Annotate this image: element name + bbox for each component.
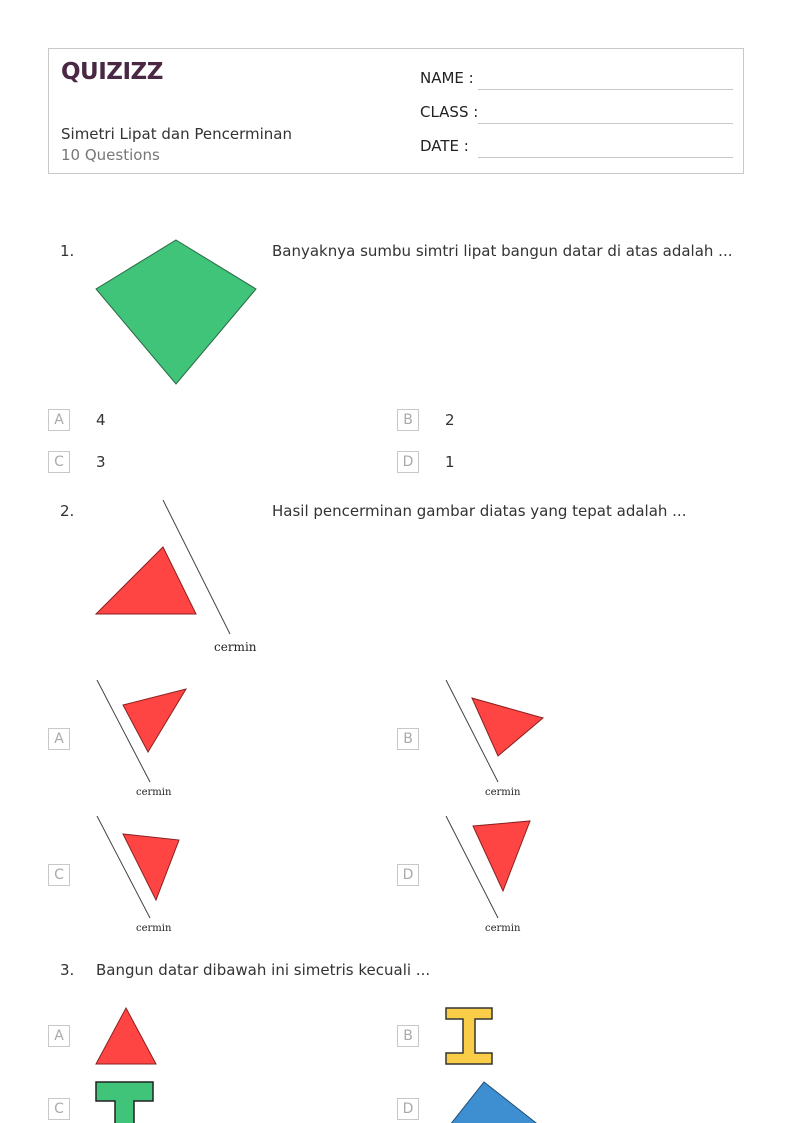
q3-option-d-box[interactable]: D [397, 1098, 419, 1120]
mirror-label: cermin [136, 923, 172, 934]
question-2-text: Hasil pencerminan gambar diatas yang tepat adalah ... [272, 502, 687, 520]
q3-option-c-box[interactable]: C [48, 1098, 70, 1120]
q2-option-c-box[interactable]: C [48, 864, 70, 886]
q3-option-a-box[interactable]: A [48, 1025, 70, 1047]
q1-option-d-box[interactable]: D [397, 451, 419, 473]
class-label: CLASS : [420, 103, 479, 121]
question-1-text: Banyaknya sumbu simtri lipat bangun datar di atas adalah ... [272, 242, 733, 260]
blue-right-triangle [446, 1082, 545, 1123]
q2-option-d-box[interactable]: D [397, 864, 419, 886]
q1-option-c-box[interactable]: C [48, 451, 70, 473]
quizizz-logo: QUIZIZZ [61, 59, 163, 85]
q1-option-a-box[interactable]: A [48, 409, 70, 431]
q1-option-b-text[interactable]: 2 [445, 411, 455, 429]
q2-option-b-box[interactable]: B [397, 728, 419, 750]
question-3-text: Bangun datar dibawah ini simetris kecuali ... [96, 961, 431, 979]
q1-option-b-box[interactable]: B [397, 409, 419, 431]
question-1-number: 1. [60, 242, 75, 260]
q1-option-c-text[interactable]: 3 [96, 453, 106, 471]
name-label: NAME : [420, 69, 474, 87]
question-3-number: 3. [60, 961, 75, 979]
worksheet-title: Simetri Lipat dan Pencerminan [61, 125, 292, 143]
q1-option-a-text[interactable]: 4 [96, 411, 106, 429]
mirror-label: cermin [485, 923, 521, 934]
question-2-number: 2. [60, 502, 75, 520]
q3-option-b-box[interactable]: B [397, 1025, 419, 1047]
mirror-label: cermin [136, 787, 172, 798]
mirror-label: cermin [485, 787, 521, 798]
date-label: DATE : [420, 137, 469, 155]
q2-option-a-box[interactable]: A [48, 728, 70, 750]
q1-option-d-text[interactable]: 1 [445, 453, 455, 471]
question-count: 10 Questions [61, 146, 160, 164]
mirror-label: cermin [214, 640, 257, 654]
